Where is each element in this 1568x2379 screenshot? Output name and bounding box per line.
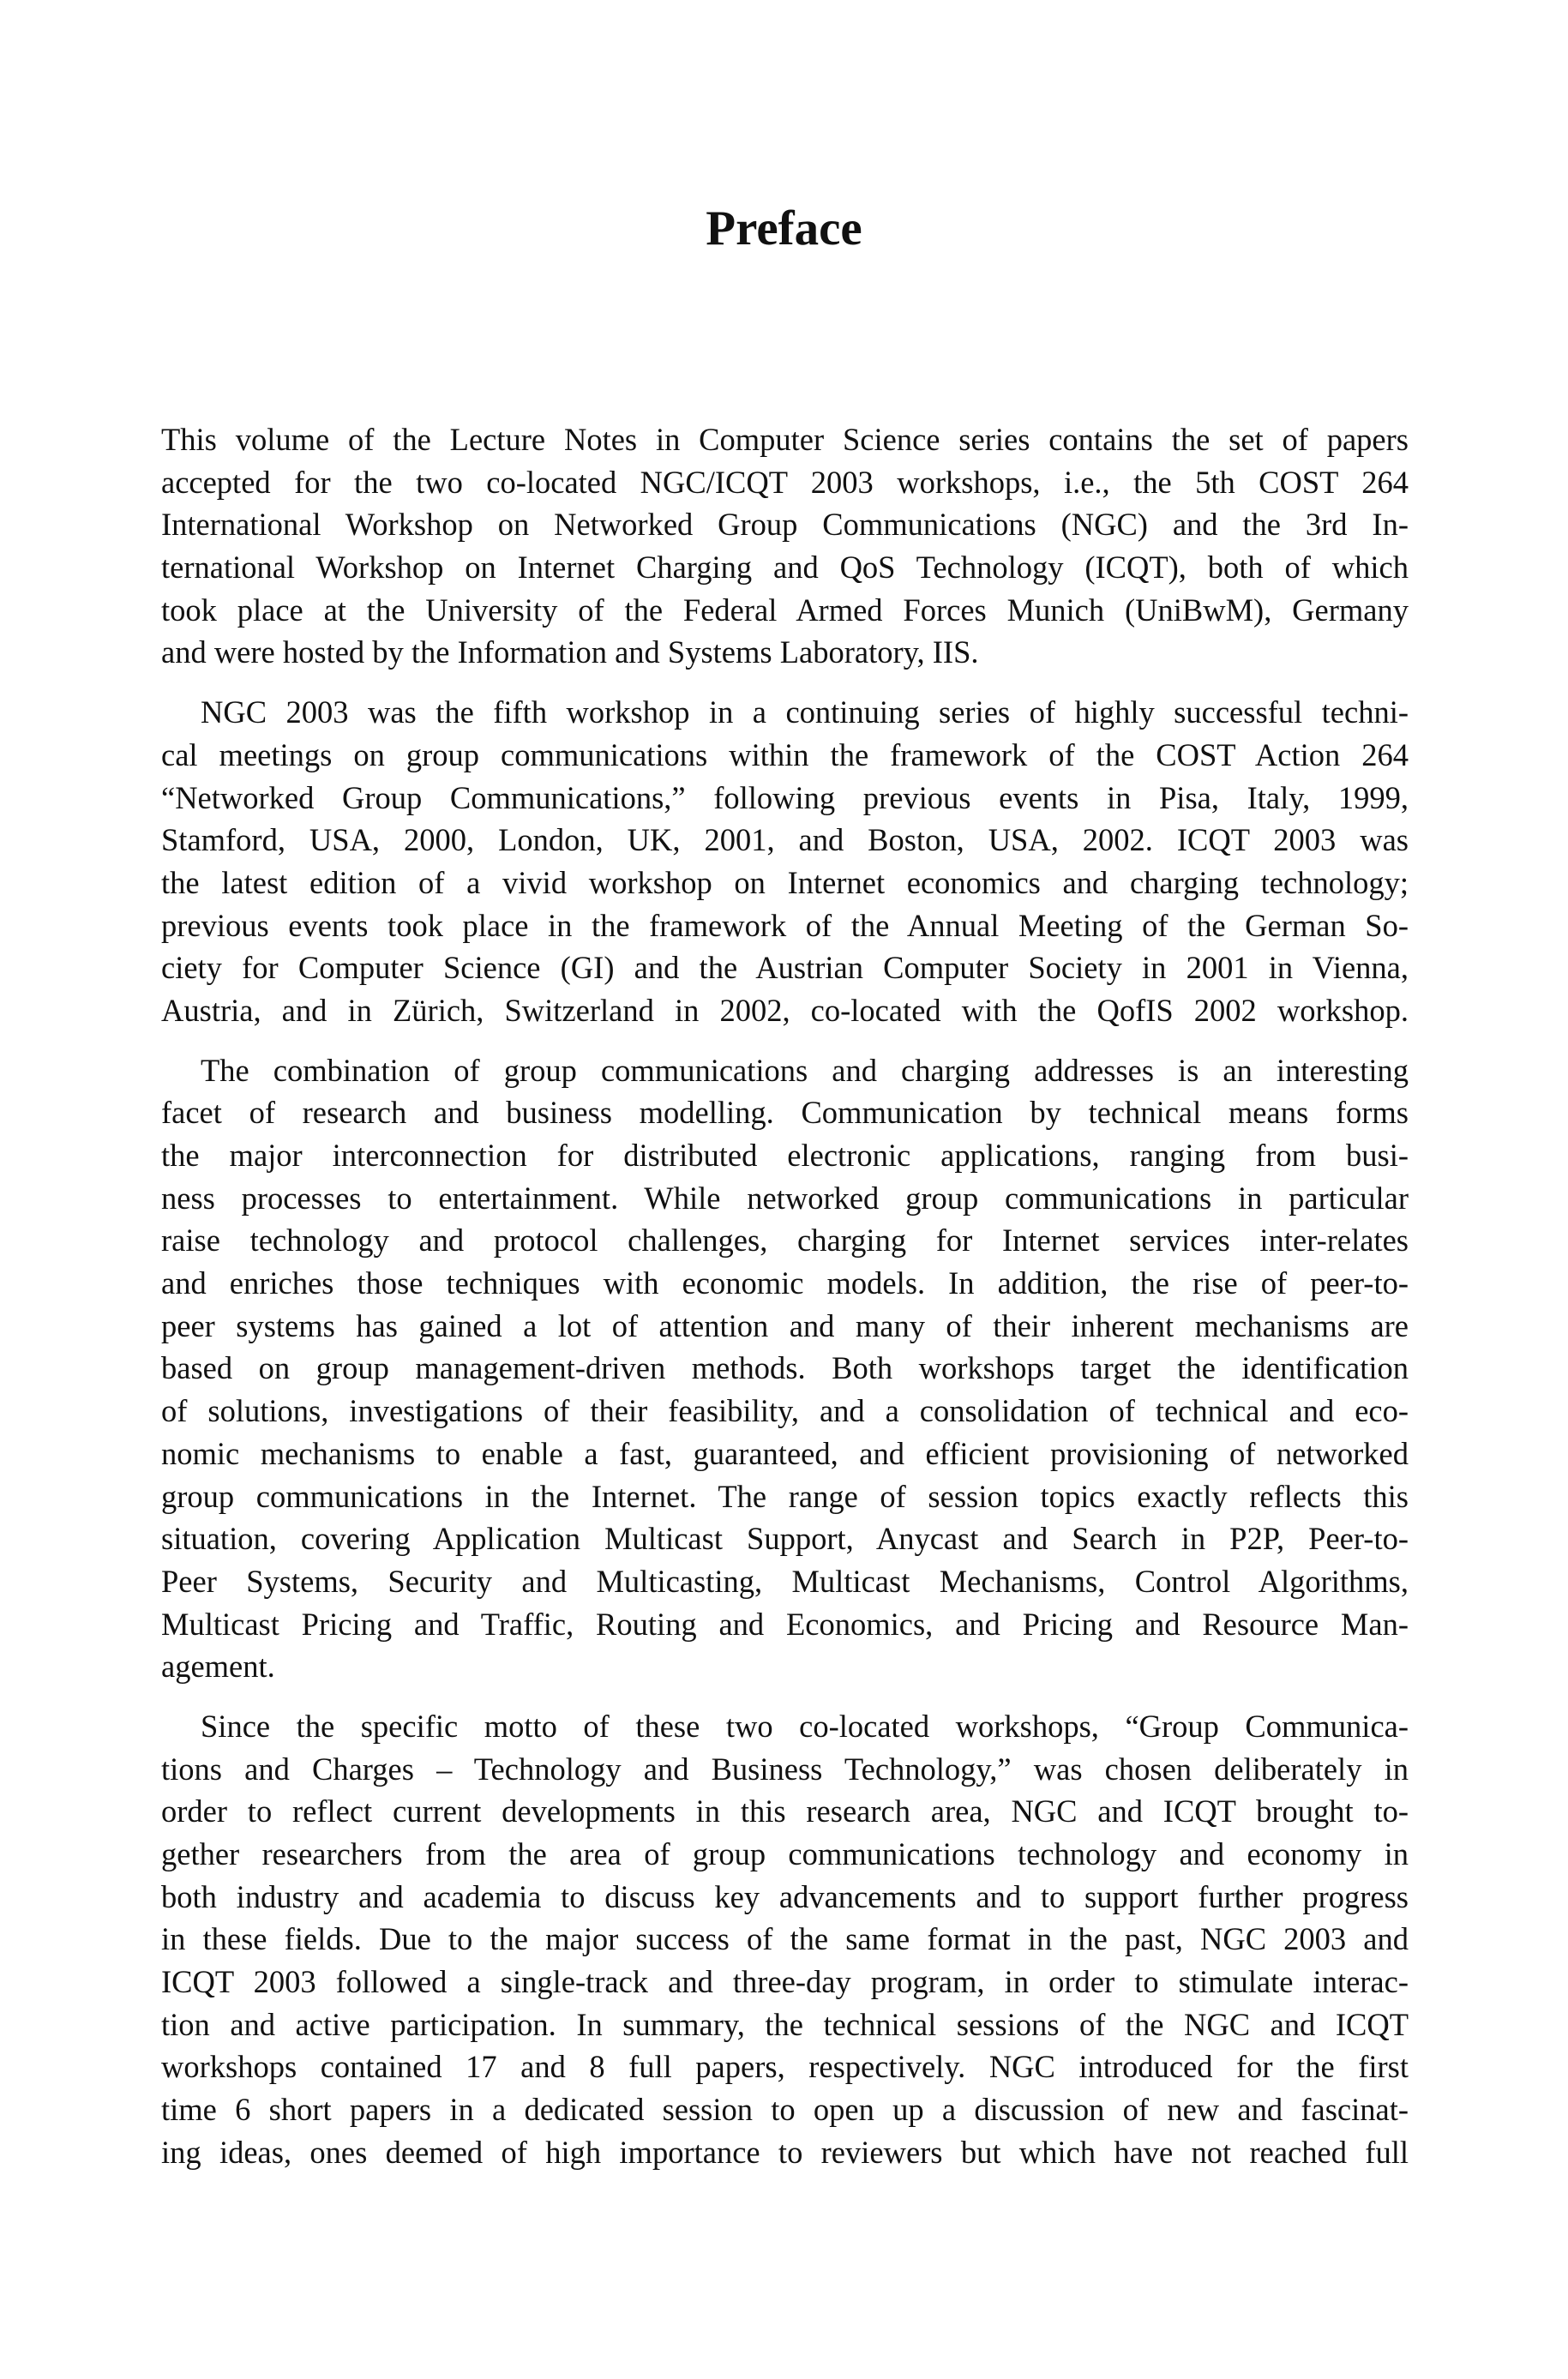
text-line: Multicast Pricing and Traffic, Routing and Economics, and Pricing and Resource Man-: [161, 1606, 1409, 1642]
page-title: Preface: [706, 201, 862, 255]
text-line: International Workshop on Networked Group Communications (NGC) and the 3rd In-: [161, 507, 1409, 543]
text-line: peer systems has gained a lot of attention and many of their inherent mechanisms are: [161, 1307, 1409, 1343]
text-line: This volume of the Lecture Notes in Computer Science series contains the set of papers: [161, 422, 1409, 457]
paragraph: [161, 1705, 1409, 2174]
text-line: ness processes to entertainment. While networked group communications in particular: [161, 1180, 1409, 1216]
text-line: in these fields. Due to the major success of the same format in the past, NGC 2003 and: [161, 1921, 1409, 1957]
text-line: raise technology and protocol challenges, charging for Internet services inter-relates: [161, 1223, 1409, 1259]
text-line: situation, covering Application Multicast Support, Anycast and Search in P2P, Peer-to-: [161, 1521, 1409, 1557]
text-line: based on group management-driven methods. Both workshops target the identification: [161, 1350, 1409, 1386]
preface-body: [161, 418, 1409, 2191]
text-line: Peer Systems, Security and Multicasting, Multicast Mechanisms, Control Algorithms,: [161, 1563, 1409, 1599]
text-line: tion and active participation. In summary, the technical sessions of the NGC and ICQT: [161, 2006, 1409, 2042]
text-line: order to reflect current developments in this research area, NGC and ICQT brought to-: [161, 1793, 1409, 1829]
text-line: ICQT 2003 followed a single-track and three-day program, in order to stimulate interac-: [161, 1964, 1409, 2000]
paragraph: [161, 691, 1409, 1032]
text-line: Austria, and in Zürich, Switzerland in 2002, co-located with the QofIS 2002 workshop.: [161, 992, 1409, 1028]
text-line: of solutions, investigations of their feasibility, and a consolidation of technical and eco-: [161, 1393, 1409, 1429]
text-line: cal meetings on group communications within the framework of the COST Action 264: [161, 736, 1409, 772]
text-line: gether researchers from the area of group communications technology and economy in: [161, 1836, 1409, 1871]
text-line: the latest edition of a vivid workshop on Internet economics and charging technology;: [161, 864, 1409, 900]
text-line: group communications in the Internet. The range of session topics exactly reflects this: [161, 1478, 1409, 1514]
text-line: workshops contained 17 and 8 full papers, respectively. NGC introduced for the first: [161, 2049, 1409, 2085]
text-line: Stamford, USA, 2000, London, UK, 2001, and Boston, USA, 2002. ICQT 2003 was: [161, 822, 1409, 858]
paragraph: [161, 418, 1409, 674]
text-line: took place at the University of the Federal Armed Forces Munich (UniBwM), Germany: [161, 592, 1409, 628]
text-line: accepted for the two co-located NGC/ICQT 2003 workshops, i.e., the 5th COST 264: [161, 464, 1409, 500]
text-line: previous events took place in the framework of the Annual Meeting of the German So-: [161, 907, 1409, 943]
text-line: facet of research and business modelling. Communication by technical means forms: [161, 1095, 1409, 1131]
text-line: and were hosted by the Information and Systems Laboratory, IIS.: [161, 634, 979, 670]
text-line: ing ideas, ones deemed of high importance to reviewers but which have not reached full: [161, 2134, 1409, 2170]
text-line: time 6 short papers in a dedicated session to open up a discussion of new and fascinat-: [161, 2092, 1409, 2128]
text-line: NGC 2003 was the fifth workshop in a continuing series of highly successful techni-: [201, 694, 1409, 730]
text-line: the major interconnection for distributed electronic applications, ranging from busi-: [161, 1138, 1409, 1173]
text-line: “Networked Group Communications,” following previous events in Pisa, Italy, 1999,: [161, 779, 1409, 815]
text-line: ciety for Computer Science (GI) and the Austrian Computer Society in 2001 in Vienna,: [161, 950, 1409, 986]
paragraph: [161, 1049, 1409, 1688]
text-line: tions and Charges – Technology and Business Technology,” was chosen deliberately in: [161, 1751, 1409, 1787]
text-line: nomic mechanisms to enable a fast, guaranteed, and efficient provisioning of networked: [161, 1435, 1409, 1471]
text-line: and enriches those techniques with economic models. In addition, the rise of peer-to-: [161, 1265, 1409, 1301]
text-line: agement.: [161, 1649, 275, 1685]
text-line: ternational Workshop on Internet Charging and QoS Technology (ICQT), both of which: [161, 550, 1409, 586]
text-line: Since the specific motto of these two co-located workshops, “Group Communica-: [201, 1708, 1409, 1744]
text-line: The combination of group communications and charging addresses is an interesting: [201, 1052, 1409, 1088]
text-line: both industry and academia to discuss key advancements and to support further progress: [161, 1878, 1409, 1914]
